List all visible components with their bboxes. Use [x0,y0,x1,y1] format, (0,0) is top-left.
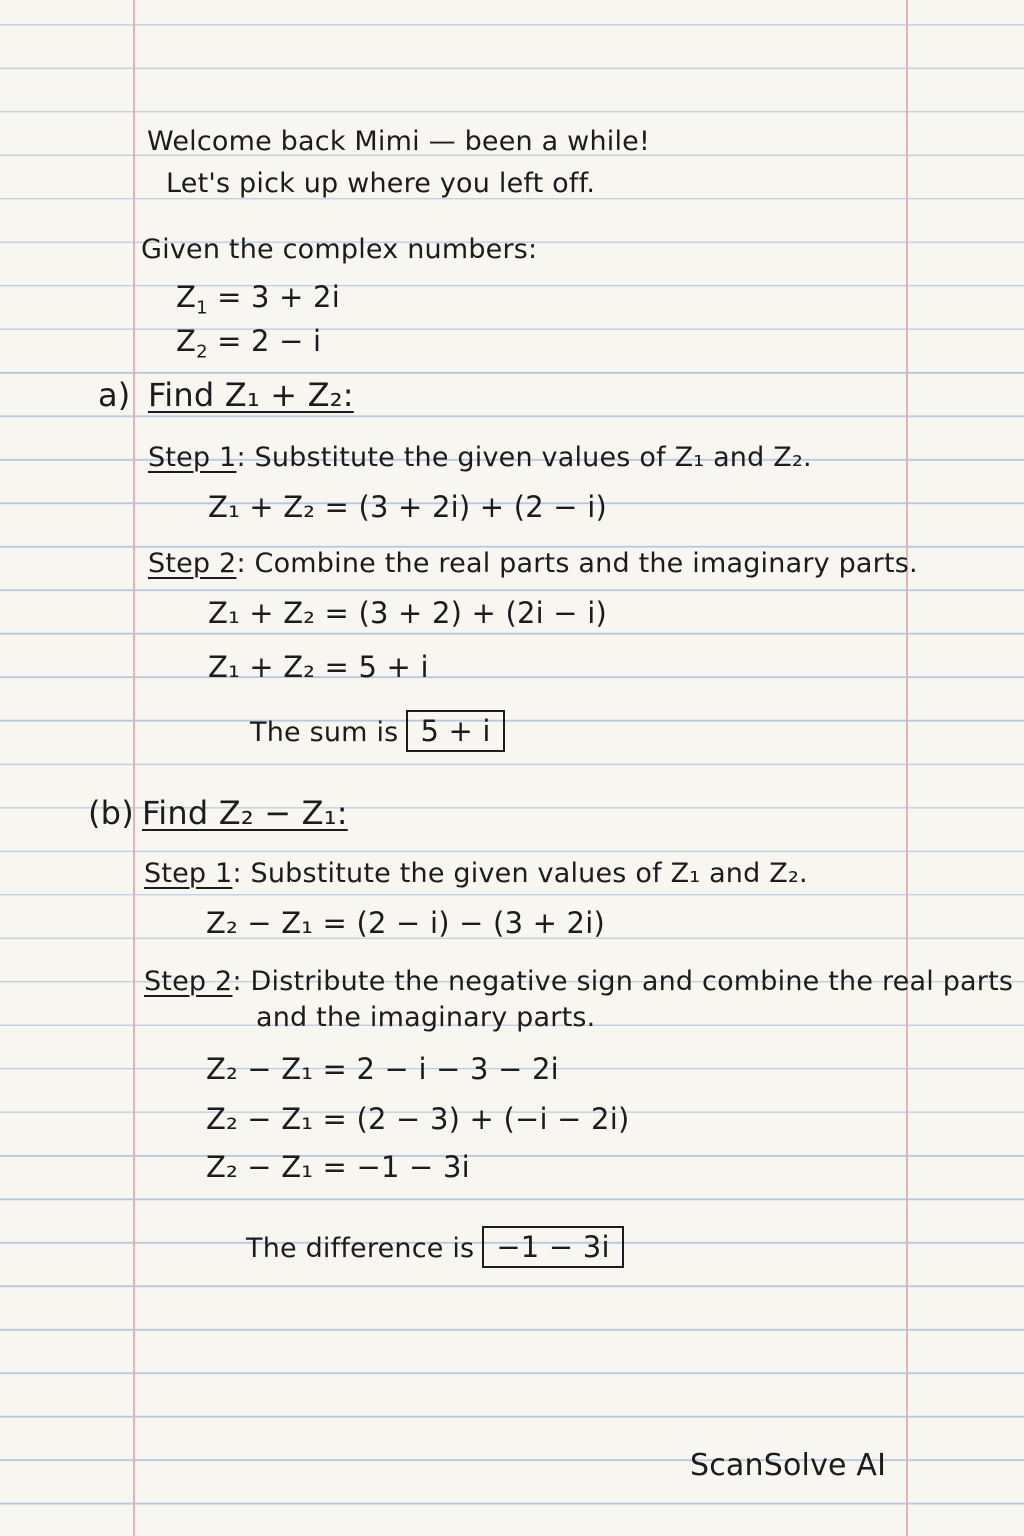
part-a-equation-3: Z₁ + Z₂ = 5 + i [208,650,429,684]
left-margin-line [133,0,135,1536]
greeting-line-2: Let's pick up where you left off. [166,168,596,199]
part-a-answer: The sum is 5 + i [250,710,505,752]
part-a-label: a) [98,376,131,414]
part-b-step2-continued: and the imaginary parts. [256,1002,596,1033]
signature: ScanSolve AI [690,1448,887,1483]
part-b-label: (b) [88,794,134,832]
answer-box: −1 − 3i [482,1226,623,1268]
part-b-step1: Step 1: Substitute the given values of Z₁ and Z₂. [144,858,808,889]
given-heading: Given the complex numbers: [141,234,538,265]
part-b-equation-2: Z₂ − Z₁ = 2 − i − 3 − 2i [206,1052,559,1086]
step-label: Step 2 [144,966,233,997]
step-label: Step 1 [148,442,237,473]
part-b-equation-3: Z₂ − Z₁ = (2 − 3) + (−i − 2i) [206,1102,630,1136]
part-b-title: Find Z₂ − Z₁: [142,794,348,832]
answer-box: 5 + i [406,710,504,752]
part-a-step2: Step 2: Combine the real parts and the imaginary parts. [148,548,918,579]
part-b-equation-1: Z₂ − Z₁ = (2 − i) − (3 + 2i) [206,906,605,940]
greeting-line-1: Welcome back Mimi — been a while! [147,126,651,157]
part-a-title: Find Z₁ + Z₂: [148,376,354,414]
part-b-answer: The difference is −1 − 3i [246,1226,624,1268]
part-a-equation-2: Z₁ + Z₂ = (3 + 2) + (2i − i) [208,596,607,630]
step-label: Step 1 [144,858,233,889]
part-a-step1: Step 1: Substitute the given values of Z₁ and Z₂. [148,442,812,473]
part-b-step2: Step 2: Distribute the negative sign and combine the real parts [144,966,1014,997]
step-label: Step 2 [148,548,237,579]
z2-definition: $Z_2 = 2 - i$ [176,324,322,363]
z1-definition: $Z_1 = 3 + 2i$ [176,280,340,319]
part-b-equation-4: Z₂ − Z₁ = −1 − 3i [206,1150,470,1184]
part-a-equation-1: Z₁ + Z₂ = (3 + 2i) + (2 − i) [208,490,607,524]
right-margin-line [906,0,908,1536]
